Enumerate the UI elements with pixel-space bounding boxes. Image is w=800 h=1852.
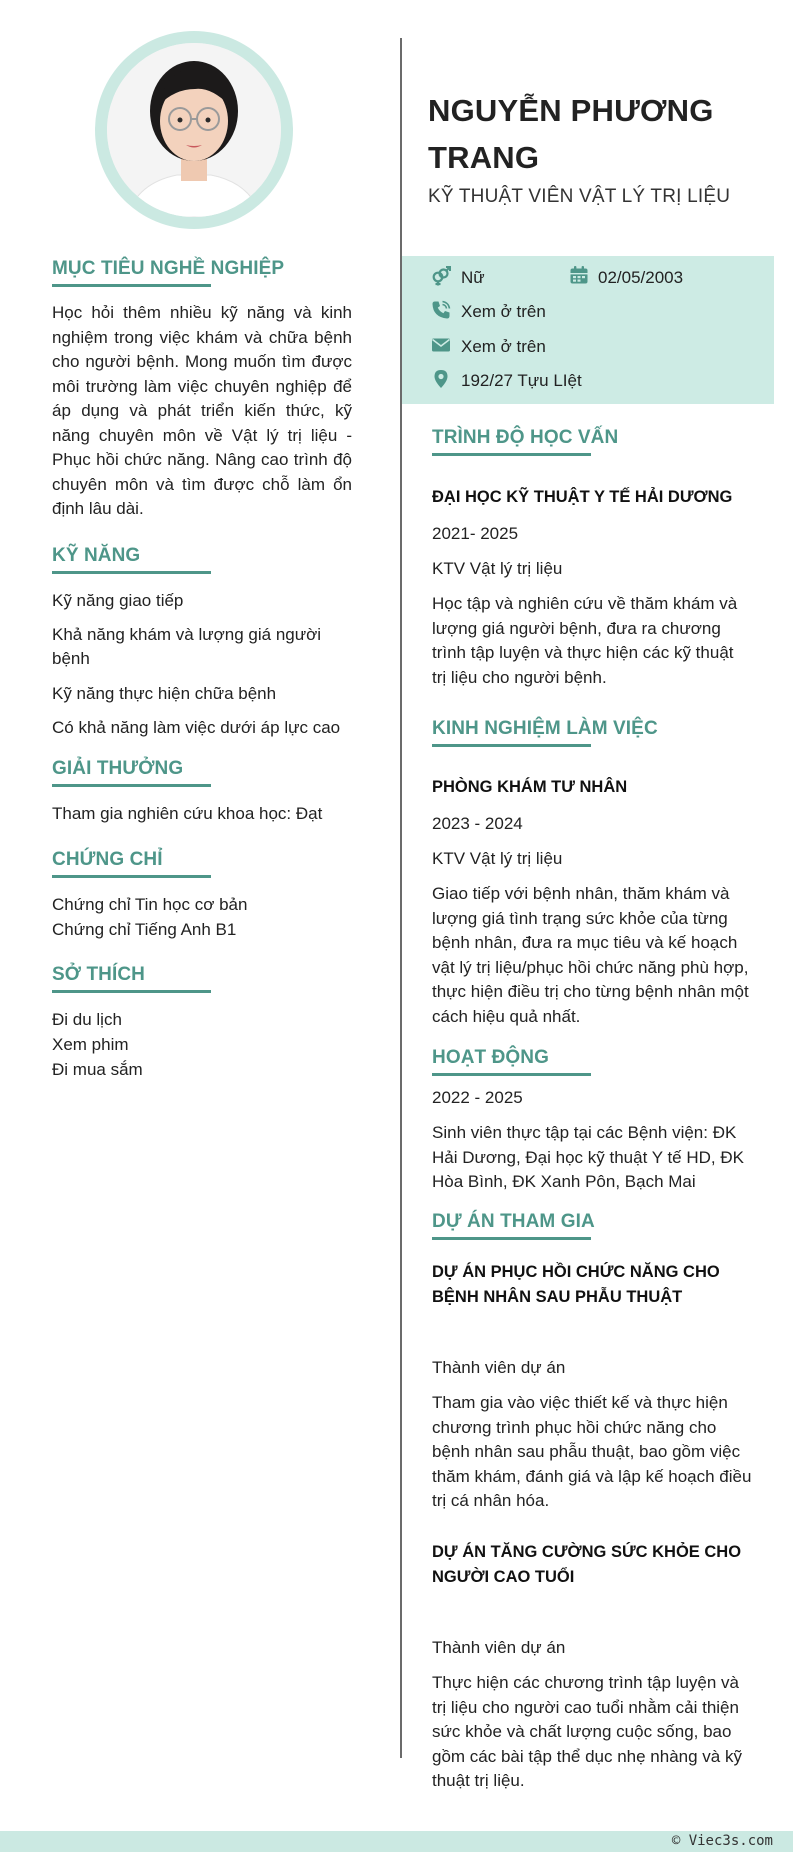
skills-underline: [52, 571, 211, 574]
certificates-underline: [52, 875, 211, 878]
mail-icon: [431, 335, 451, 360]
project-role: Thành viên dự án: [432, 1358, 566, 1377]
certificate-item: Chứng chỉ Tin học cơ bản: [52, 895, 248, 914]
education-underline: [432, 453, 591, 456]
activities-title: HOẠT ĐỘNG: [432, 1047, 550, 1068]
education-period: 2021- 2025: [432, 524, 519, 543]
portrait-image: [107, 43, 281, 217]
objective-title: MỤC TIÊU NGHỀ NGHIỆP: [52, 258, 285, 279]
job-title: KỸ THUẬT VIÊN VẬT LÝ TRỊ LIỆU: [428, 186, 731, 207]
skills-title: KỸ NĂNG: [52, 545, 141, 566]
hobbies-underline: [52, 990, 211, 993]
certificate-item: Chứng chỉ Tiếng Anh B1: [52, 920, 237, 939]
objective-underline: [52, 284, 211, 287]
projects-title: DỰ ÁN THAM GIA: [432, 1211, 595, 1232]
gender-value: Nữ: [461, 268, 485, 287]
email-value: Xem ở trên: [461, 337, 546, 356]
skill-item: Khả năng khám và lượng giá người bệnh: [52, 625, 322, 668]
education-major: KTV Vật lý trị liệu: [432, 559, 563, 578]
education-description: Học tập và nghiên cứu về thăm khám và lượng giá người bệnh, đưa ra chương trình tập luyện và thực hiện các kỹ thuật trị liệu cho người bệnh.: [432, 594, 738, 687]
hobby-item: Xem phim: [52, 1035, 129, 1054]
certificates-title: CHỨNG CHỈ: [52, 849, 163, 870]
hobbies-title: SỞ THÍCH: [52, 964, 146, 985]
experience-description: Giao tiếp với bệnh nhân, thăm khám và lượng giá tình trạng sức khỏe của từng bệnh nhân, đưa ra mục tiêu và kế hoạch vật lý trị liệu/phục hồi chức năng phù hợp, thực hiện điều trị cho từng bệnh nhân một cách hiệu quả nhất.: [432, 884, 749, 1026]
project-description: Thực hiện các chương trình tập luyện và trị liệu cho người cao tuổi nhằm cải thiện sức khỏe và chất lượng cuộc sống, bao gồm các bài tập thể dục nhẹ nhàng và kỹ thuật trị liệu.: [432, 1673, 742, 1790]
footer-credit[interactable]: © Viec3s.com: [671, 1833, 773, 1849]
address-value: 192/27 Tựu LIệt: [461, 371, 582, 390]
experience-title: KINH NGHIỆM LÀM VIỆC: [432, 718, 658, 739]
education-title: TRÌNH ĐỘ HỌC VẤN: [432, 427, 619, 448]
project-role: Thành viên dự án: [432, 1638, 566, 1657]
calendar-icon: [569, 265, 589, 290]
experience-underline: [432, 744, 591, 747]
hobby-item: Đi mua sắm: [52, 1060, 143, 1079]
experience-period: 2023 - 2024: [432, 814, 523, 833]
skill-item: Kỹ năng thực hiện chữa bệnh: [52, 684, 277, 703]
gender-icon: [431, 266, 451, 291]
activities-underline: [432, 1073, 591, 1076]
awards-title: GIẢI THƯỞNG: [52, 758, 184, 779]
awards-underline: [52, 784, 211, 787]
activities-description: Sinh viên thực tập tại các Bệnh viện: ĐK Hải Dương, Đại học kỹ thuật Y tế HD, ĐK Hòa Bình, ĐK Xanh Pôn, Bạch Mai: [432, 1123, 744, 1191]
objective-text: Học hỏi thêm nhiều kỹ năng và kinh nghiệm trong việc khám và chữa bệnh cho người bệnh. Mong muốn tìm được môi trường làm việc chuyên nghiệp để áp dụng và phát triển kiến thức, kỹ năng chuyên môn về Vật lý trị liệu - Phục hồi chức năng. Nâng cao trình độ chuyên môn và tìm được chỗ làm ổn định lâu dài.: [52, 303, 352, 518]
education-school: ĐẠI HỌC KỸ THUẬT Y TẾ HẢI DƯƠNG: [432, 488, 733, 506]
experience-company: PHÒNG KHÁM TƯ NHÂN: [432, 778, 628, 796]
skill-item: Có khả năng làm việc dưới áp lực cao: [52, 718, 341, 737]
phone-value: Xem ở trên: [461, 302, 546, 321]
birthdate-value: 02/05/2003: [598, 268, 684, 287]
projects-underline: [432, 1237, 591, 1240]
project-description: Tham gia vào việc thiết kế và thực hiện chương trình phục hồi chức năng cho bệnh nhân sau phẫu thuật, bao gồm việc thăm khám, đánh giá và lập kế hoạch điều trị cá nhân hóa.: [432, 1393, 752, 1510]
activities-period: 2022 - 2025: [432, 1088, 523, 1107]
award-item: Tham gia nghiên cứu khoa học: Đạt: [52, 804, 323, 823]
candidate-name: NGUYỄN PHƯƠNG TRANG: [428, 93, 714, 175]
location-pin-icon: [431, 369, 451, 394]
hobby-item: Đi du lịch: [52, 1010, 122, 1029]
avatar: [107, 43, 281, 217]
project-name: DỰ ÁN PHỤC HỒI CHỨC NĂNG CHO BỆNH NHÂN SAU PHẪU THUẬT: [432, 1263, 720, 1306]
phone-icon: [431, 300, 451, 325]
project-name: DỰ ÁN TĂNG CƯỜNG SỨC KHỎE CHO NGƯỜI CAO TUỔI: [432, 1543, 742, 1586]
skill-item: Kỹ năng giao tiếp: [52, 591, 184, 610]
experience-role: KTV Vật lý trị liệu: [432, 849, 563, 868]
